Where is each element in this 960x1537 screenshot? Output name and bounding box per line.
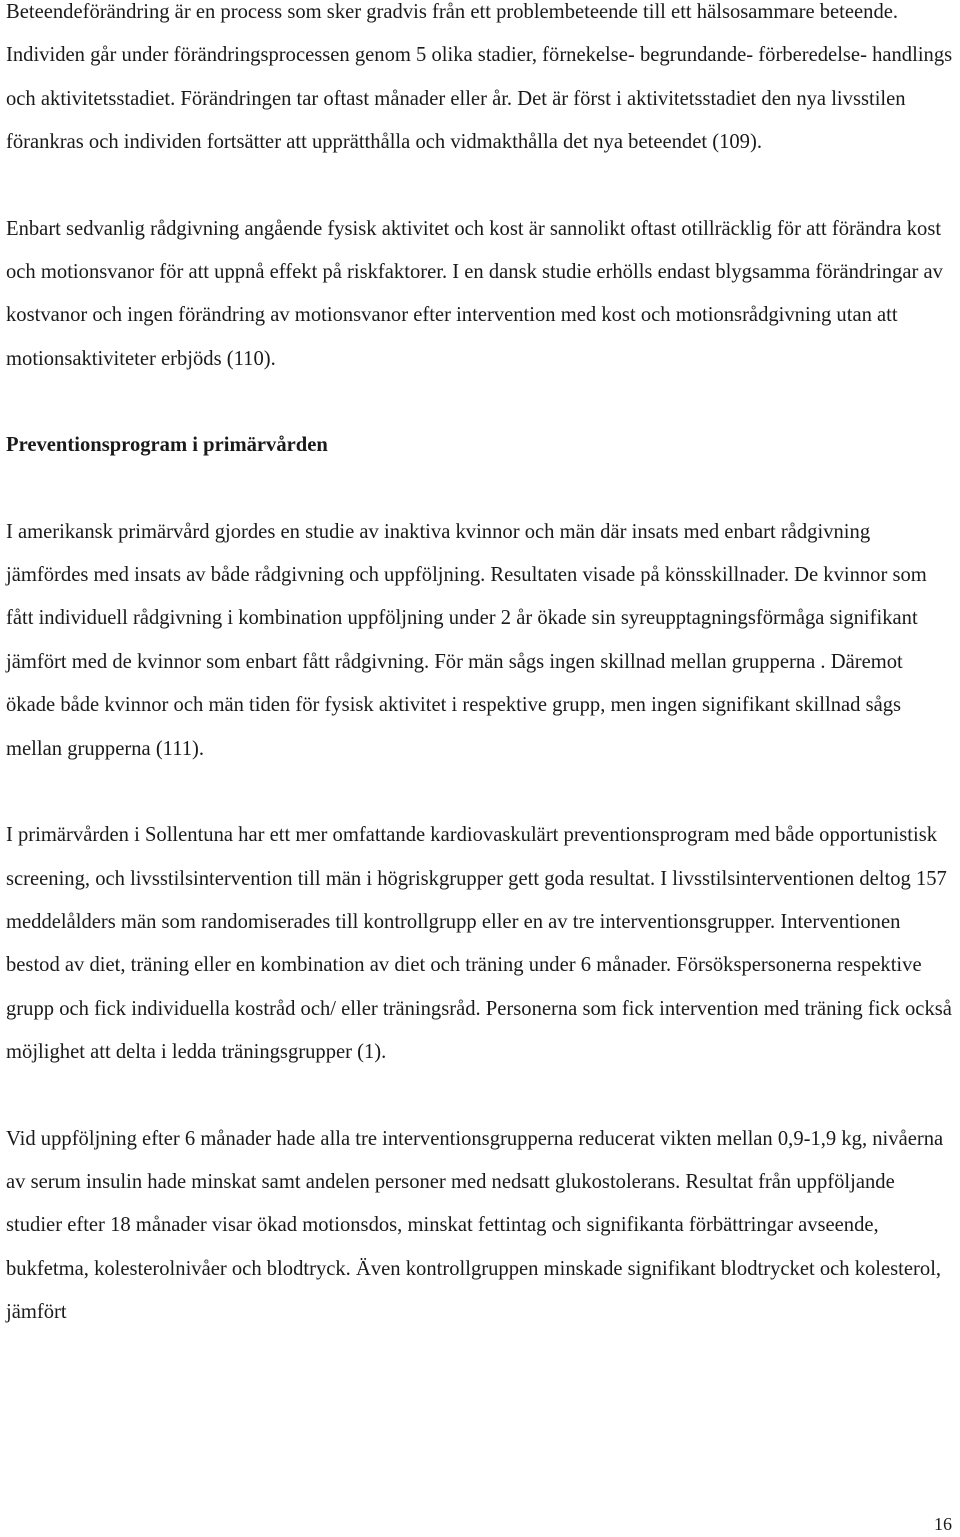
paragraph-follow-up: Vid uppföljning efter 6 månader hade alla tre interventionsgrupperna reducerat vikten mellan 0,9-1,9 kg, nivåerna av serum insulin hade minskat samt andelen personer med nedsatt glukostolerans. Resultat från uppföljande studier efter 18 månader visar ökad motionsdos, minskat fettintag och signifikanta förbättringar avseende, bukfetma, kolesterolnivåer och blodtryck. Även kontrollgruppen minskade signifikant blodtrycket och kolesterol, jämfört bbox=[6, 1127, 944, 1324]
document-page bbox=[6, 0, 954, 1335]
page-number: 16 bbox=[934, 1514, 952, 1534]
paragraph-sollentuna: I primärvården i Sollentuna har ett mer omfattande kardiovaskulärt preventionsprogram med både opportunistisk screening, och livsstilsintervention till män i högriskgrupper gett goda resultat. I livsstilsinterventionen deltog 157 meddelålders män som randomiserades till kontrollgrupp eller en av tre interventionsgrupper. Interventionen bestod av diet, träning eller en kombination av diet och träning under 6 månader. Försökspersonerna respektive grupp och fick individuella kostråd och/ eller träningsråd. Personerna som fick intervention med träning fick också möjlighet att delta i ledda träningsgrupper (1). bbox=[6, 824, 952, 1064]
paragraph-behavior-change: Beteendeförändring är en process som sker gradvis från ett problembeteende till ett hälsosammare beteende. Individen går under förändringsprocessen genom 5 olika stadier, förnekelse- begrundande- förberedelse- handlings och aktivitetsstadiet. Förändringen tar oftast månader eller år. Det är först i aktivitetsstadiet den nya livsstilen förankras och individen fortsätter att upprätthålla och vidmakthålla det nya beteendet (109). bbox=[6, 1, 953, 154]
paragraph-counseling: Enbart sedvanlig rådgivning angående fysisk aktivitet och kost är sannolikt oftast otillräcklig för att förändra kost och motionsvanor för att uppnå effekt på riskfaktorer. I en dansk studie erhölls endast blygsamma förändringar av kostvanor och ingen förändring av motionsvanor efter intervention med kost och motionsrådgivning utan att motionsaktiviteter erbjöds (110). bbox=[6, 217, 943, 370]
paragraph-american-study: I amerikansk primärvård gjordes en studie av inaktiva kvinnor och män där insats med enbart rådgivning jämfördes med insats av både rådgivning och uppföljning. Resultaten visade på könsskillnader. De kvinnor som fått individuell rådgivning i kombination uppföljning under 2 år ökade sin syreupptagningsförmåga signifikant jämfört med de kvinnor som enbart fått rådgivning. För män sågs ingen skillnad mellan grupperna . Däremot ökade både kvinnor och män tiden för fysisk aktivitet i respektive grupp, men ingen signifikant skillnad sågs mellan grupperna (111). bbox=[6, 520, 927, 760]
section-heading: Preventionsprogram i primärvården bbox=[6, 434, 328, 457]
